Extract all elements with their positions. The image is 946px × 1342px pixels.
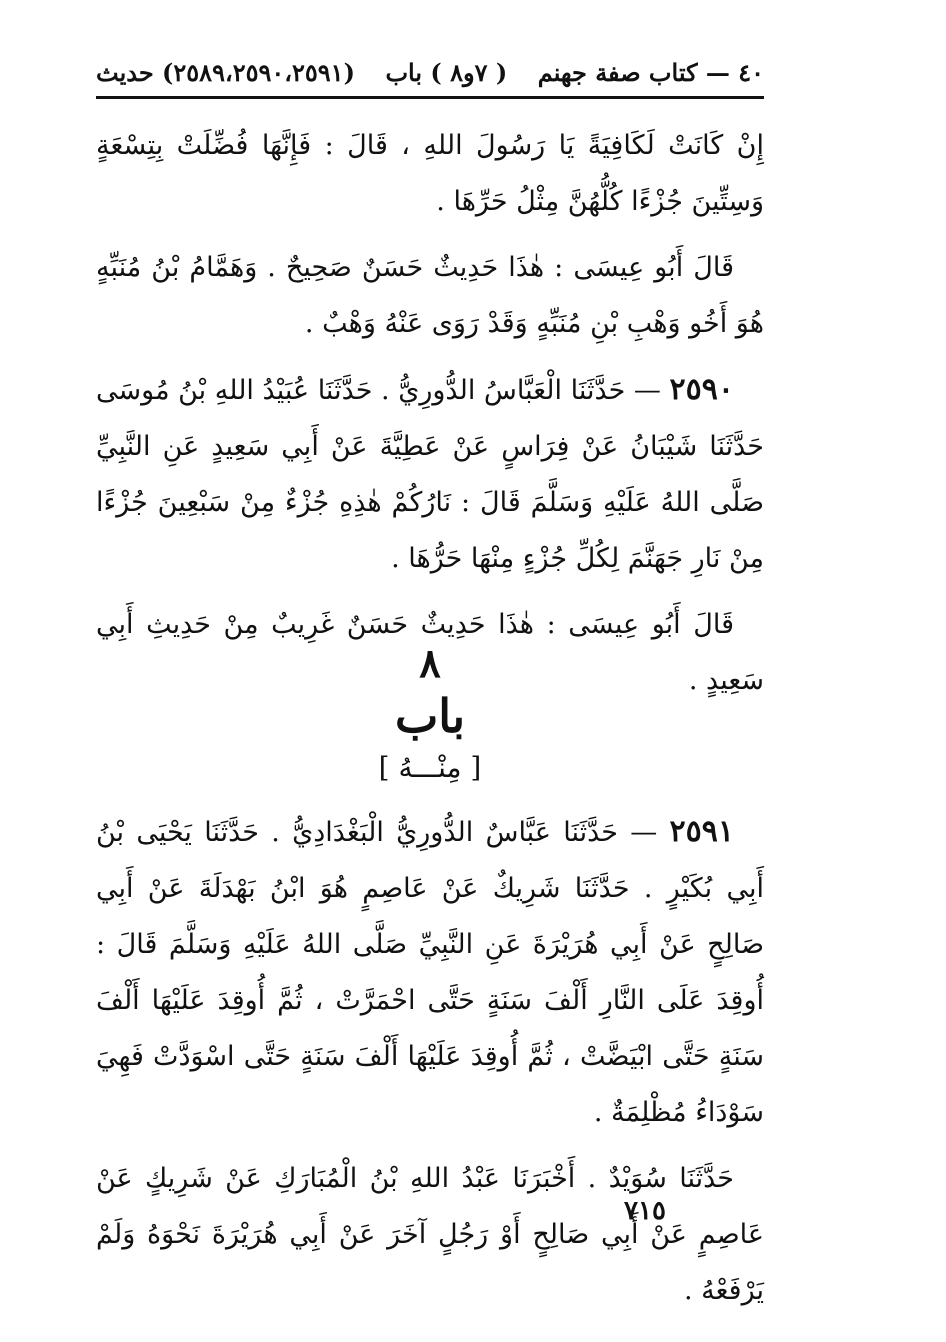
chapter-number: ٨ xyxy=(419,640,441,687)
running-header xyxy=(96,52,764,92)
section-chapter-8 xyxy=(96,804,764,1329)
paragraph-abu-isa-note-2589: قَالَ أَبُو عِيسَى : هٰذَا حَدِيثٌ حَسَنٌ صَحِيحٌ . وَهَمَّامُ بْنُ مُنَبِّهٍ هُوَ أَخُو وَهْبِ بْنِ مُنَبِّهٍ وَقَدْ رَوَى عَنْهُ وَهْبٌ . xyxy=(96,252,764,339)
page-number: ٧١٥ xyxy=(624,1196,666,1226)
hadith-2591 xyxy=(96,804,764,1141)
header-chapters: ( ٧و٨ ) باب xyxy=(385,57,508,87)
header-book-title: ٤٠ — كتاب صفة جهنم xyxy=(537,57,764,87)
paragraph-abu-isa-note-2590: قَالَ أَبُو عِيسَى : هٰذَا حَدِيثٌ حَسَنٌ غَرِيبٌ مِنْ حَدِيثِ أَبِي سَعِيدٍ . xyxy=(96,609,764,696)
section-chapter-7 xyxy=(96,118,764,719)
chapter-heading xyxy=(96,640,764,792)
hadith-number: ٢٥٩٠ xyxy=(669,372,734,407)
header-hadith-numbers: (٢٥٨٩،٢٥٩٠،٢٥٩١) حديث xyxy=(96,57,355,87)
chapter-title: باب xyxy=(394,689,466,743)
hadith-number: ٢٥٩١ xyxy=(669,814,734,849)
paragraph-continuation: إِنْ كَانَتْ لَكَافِيَةً يَا رَسُولَ اللهِ ، قَالَ : فَإِنَّهَا فُضِّلَتْ بِتِسْعَةٍ وَسِتِّينَ جُزْءًا كُلُّهُنَّ مِثْلُ حَرِّهَا . xyxy=(96,130,764,217)
chapter-subtitle: [ مِنْـــهُ ] xyxy=(378,751,482,784)
hadith-text: — حَدَّثَنَا الْعَبَّاسُ الدُّورِيُّ . حَدَّثَنَا عُبَيْدُ اللهِ بْنُ مُوسَى حَدَّثَنَا شَيْبَانُ عَنْ فِرَاسٍ عَنْ عَطِيَّةَ عَنْ أَبِي سَعِيدٍ عَنِ النَّبِيِّ صَلَّى اللهُ عَلَيْهِ وَسَلَّمَ قَالَ : نَارُكُمْ هٰذِهِ جُزْءٌ مِنْ سَبْعِينَ جُزْءًا مِنْ نَارِ جَهَنَّمَ لِكُلِّ جُزْءٍ مِنْهَا حَرُّهَا . xyxy=(96,375,764,574)
hadith-text: — حَدَّثَنَا عَبَّاسٌ الدُّورِيُّ الْبَغْدَادِيُّ . حَدَّثَنَا يَحْيَى بْنُ أَبِي بُكَيْرٍ . حَدَّثَنَا شَرِيكٌ عَنْ عَاصِمٍ هُوَ ابْنُ بَهْدَلَةَ عَنْ أَبِي صَالِحٍ عَنْ أَبِي هُرَيْرَةَ عَنِ النَّبِيِّ صَلَّى اللهُ عَلَيْهِ وَسَلَّمَ قَالَ : أُوقِدَ عَلَى النَّارِ أَلْفَ سَنَةٍ حَتَّى احْمَرَّتْ ، ثُمَّ أُوقِدَ عَلَيْهَا أَلْفَ سَنَةٍ حَتَّى ابْيَضَّتْ ، ثُمَّ أُوقِدَ عَلَيْهَا أَلْفَ سَنَةٍ حَتَّى اسْوَدَّتْ فَهِيَ سَوْدَاءُ مُظْلِمَةٌ . xyxy=(96,817,764,1128)
paragraph-alternate-chain: حَدَّثَنَا سُوَيْدٌ . أَخْبَرَنَا عَبْدُ اللهِ بْنُ الْمُبَارَكِ عَنْ شَرِيكٍ عَنْ عَاصِمٍ عَنْ أَبِي صَالِحٍ أَوْ رَجُلٍ آخَرَ عَنْ أَبِي هُرَيْرَةَ نَحْوَهُ وَلَمْ يَرْفَعْهُ . xyxy=(96,1163,764,1306)
hadith-2590 xyxy=(96,362,764,587)
header-divider xyxy=(96,96,764,99)
